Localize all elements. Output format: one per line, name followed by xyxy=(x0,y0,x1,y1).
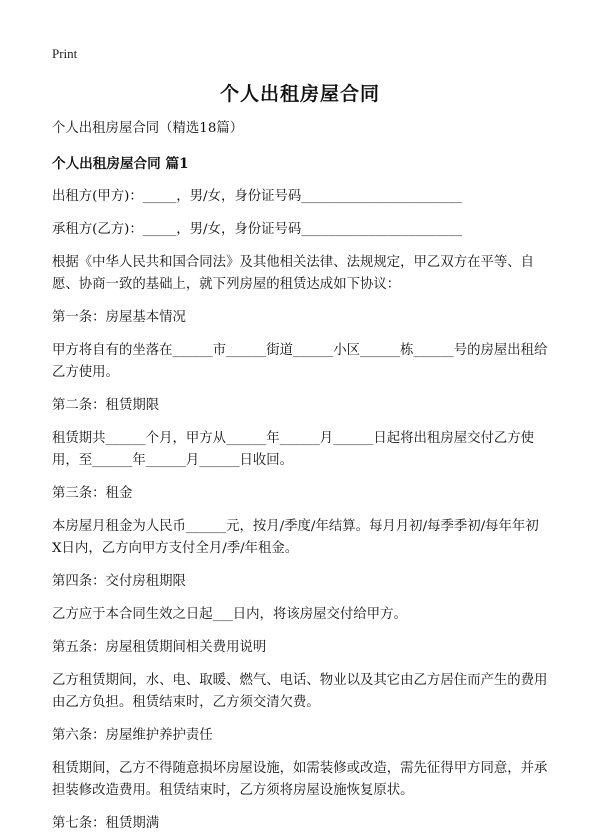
clause-3-body: 本房屋月租金为人民币______元，按月/季度/年结算。每月月初/每季季初/每年年初X日内，乙方向甲方支付全月/季/年租金。 xyxy=(52,519,539,556)
clause-5-body: 乙方租赁期间，水、电、取暖、燃气、电话、物业以及其它由乙方居住而产生的费用由乙方负担。租赁结束时，乙方须交清欠费。 xyxy=(52,673,548,710)
clause-5-heading: 第五条：房屋租赁期间相关费用说明 xyxy=(52,640,267,655)
clause-1-body: 甲方将自有的坐落在______市______街道______小区______栋______号的房屋出租给乙方使用。 xyxy=(52,343,548,380)
clause-1-heading: 第一条：房屋基本情况 xyxy=(52,310,186,325)
clause-4-heading: 第四条：交付房租期限 xyxy=(52,574,186,589)
document-body xyxy=(52,118,548,835)
clause-6-heading: 第六条：房屋维护养护责任 xyxy=(52,728,213,743)
clause-2-body: 租赁期共______个月，甲方从______年______月______日起将出租房屋交付乙方使用，至______年______月______日收回。 xyxy=(52,431,535,468)
clause-3-heading: 第三条：租金 xyxy=(52,486,133,501)
lessor-line: 出租方(甲方)：_____，男/女，身份证号码________________________ xyxy=(52,189,462,204)
document-title: 个人出租房屋合同 xyxy=(219,83,380,105)
section-heading: 个人出租房屋合同 篇1 xyxy=(52,156,189,172)
print-link[interactable]: Print xyxy=(52,46,78,61)
clause-6-body: 租赁期间，乙方不得随意损坏房屋设施，如需装修或改造，需先征得甲方同意，并承担装修改造费用。租赁结束时，乙方须将房屋设施恢复原状。 xyxy=(52,761,548,798)
clause-7-heading: 第七条：租赁期满 xyxy=(52,816,160,831)
lessee-line: 承租方(乙方)：_____，男/女，身份证号码________________________ xyxy=(52,222,462,237)
clause-4-body: 乙方应于本合同生效之日起___日内，将该房屋交付给甲方。 xyxy=(52,607,407,622)
document-subtitle: 个人出租房屋合同（精选18篇） xyxy=(52,121,244,136)
clause-2-heading: 第二条：租赁期限 xyxy=(52,398,160,413)
preamble-paragraph: 根据《中华人民共和国合同法》及其他相关法律、法规规定，甲乙双方在平等、自愿、协商一致的基础上，就下列房屋的租赁达成如下协议： xyxy=(52,255,535,292)
